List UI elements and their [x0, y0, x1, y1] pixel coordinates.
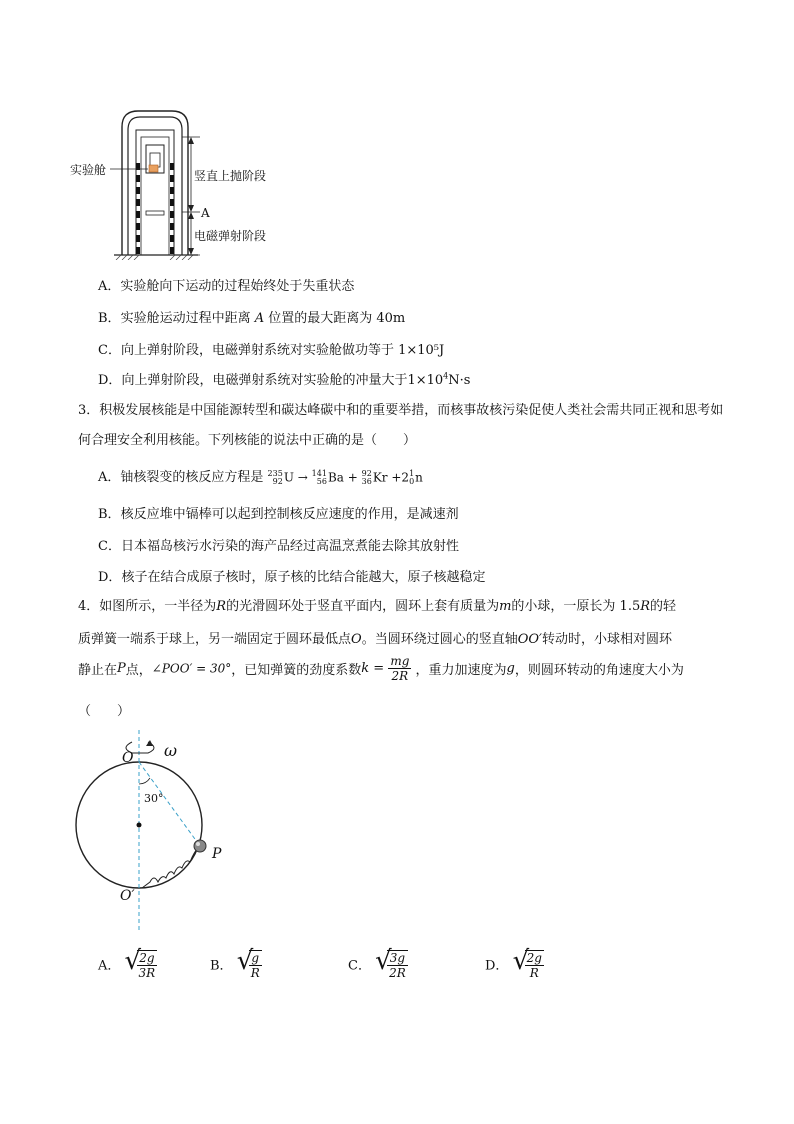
sqrt-expression: √ $\frac{2g}{3R}$: [124, 946, 156, 980]
q4-option-c[interactable]: C． √ $\frac{3g}{2R}$: [348, 946, 406, 980]
q3-option-d[interactable]: D．核子在结合成原子核时，原子核的比结合能越大，原子核越稳定: [98, 570, 486, 585]
label-capsule: 实验舱: [70, 163, 107, 177]
q2-option-b[interactable]: B．实验舱运动过程中距离 A 位置的最大距离为 40m: [98, 311, 406, 326]
q4-option-b[interactable]: B． √ $\frac{g}{R}$: [210, 946, 260, 980]
ring-drawing: [70, 722, 220, 942]
q3-option-a[interactable]: A．铀核裂变的核反应方程是 235 92U → 141 56Ba + 92 36Kr +21 0n: [98, 468, 423, 486]
label-launch-stage: 电磁弹射阶段: [194, 229, 267, 243]
q3-option-b[interactable]: B．核反应堆中镉棒可以起到控制核反应速度的作用，是减速剂: [98, 507, 459, 522]
figure-rotating-ring: [70, 722, 220, 942]
label-o-prime: O′: [120, 888, 135, 904]
label-p: P: [212, 846, 222, 862]
q3-option-c[interactable]: C．日本福岛核污水污染的海产品经过高温烹煮能去除其放射性: [98, 539, 459, 554]
label-point-a: A: [201, 206, 210, 220]
q4-blank: （ ）: [78, 704, 131, 719]
label-upward-stage: 竖直上抛阶段: [194, 169, 267, 183]
q2-option-a[interactable]: A．实验舱向下运动的过程始终处于失重状态: [98, 279, 355, 294]
q4-line-3: 静止在P点，∠POO′ = 30°，已知弹簧的劲度系数k = $\frac{mg}{2R}$ ，重力加速度为g，则圆环转动的角速度大小为: [78, 654, 684, 683]
sqrt-expression: √ $\frac{g}{R}$: [236, 946, 260, 980]
spring-constant-fraction: $\frac{mg}{2R}$: [390, 654, 410, 683]
q2-option-d[interactable]: D．向上弹射阶段，电磁弹射系统对实验舱的冲量大于$1\times 10^4N\cdot s$: [98, 371, 471, 388]
figure-launch-tower: [70, 105, 290, 260]
label-o: O: [122, 750, 134, 766]
q4-option-d[interactable]: D． √ $\frac{2g}{R}$: [485, 946, 542, 980]
q4-option-a[interactable]: A． √ $\frac{2g}{3R}$: [98, 946, 156, 980]
sqrt-expression: √ $\frac{2g}{R}$: [512, 946, 542, 980]
omega-label: ω: [164, 741, 178, 760]
var-a: A: [254, 311, 265, 326]
label-angle-30: 30°: [144, 792, 164, 805]
q2-option-c[interactable]: C．向上弹射阶段，电磁弹射系统对实验舱做功等于 1×10⁵J: [98, 343, 445, 358]
sqrt-expression: √ $\frac{3g}{2R}$: [375, 946, 406, 980]
q4-line-2: 质弹簧一端系于球上，另一端固定于圆环最低点O。当圆环绕过圆心的竖直轴OO′转动时，小球相对圆环: [78, 632, 672, 647]
fission-equation: 235 92U → 141 56Ba + 92 36Kr +21 0n: [267, 468, 423, 486]
q4-line-1: 4．如图所示，一半径为R的光滑圆环处于竖直平面内，圆环上套有质量为m的小球，一原长为 1.5R的轻: [78, 599, 677, 614]
q3-stem: 3．积极发展核能是中国能源转型和碳达峰碳中和的重要举措，而核事故核污染促使人类社会需共同正视和思考如何合理安全利用核能。下列核能的说法中正确的是（ ）: [78, 403, 724, 448]
